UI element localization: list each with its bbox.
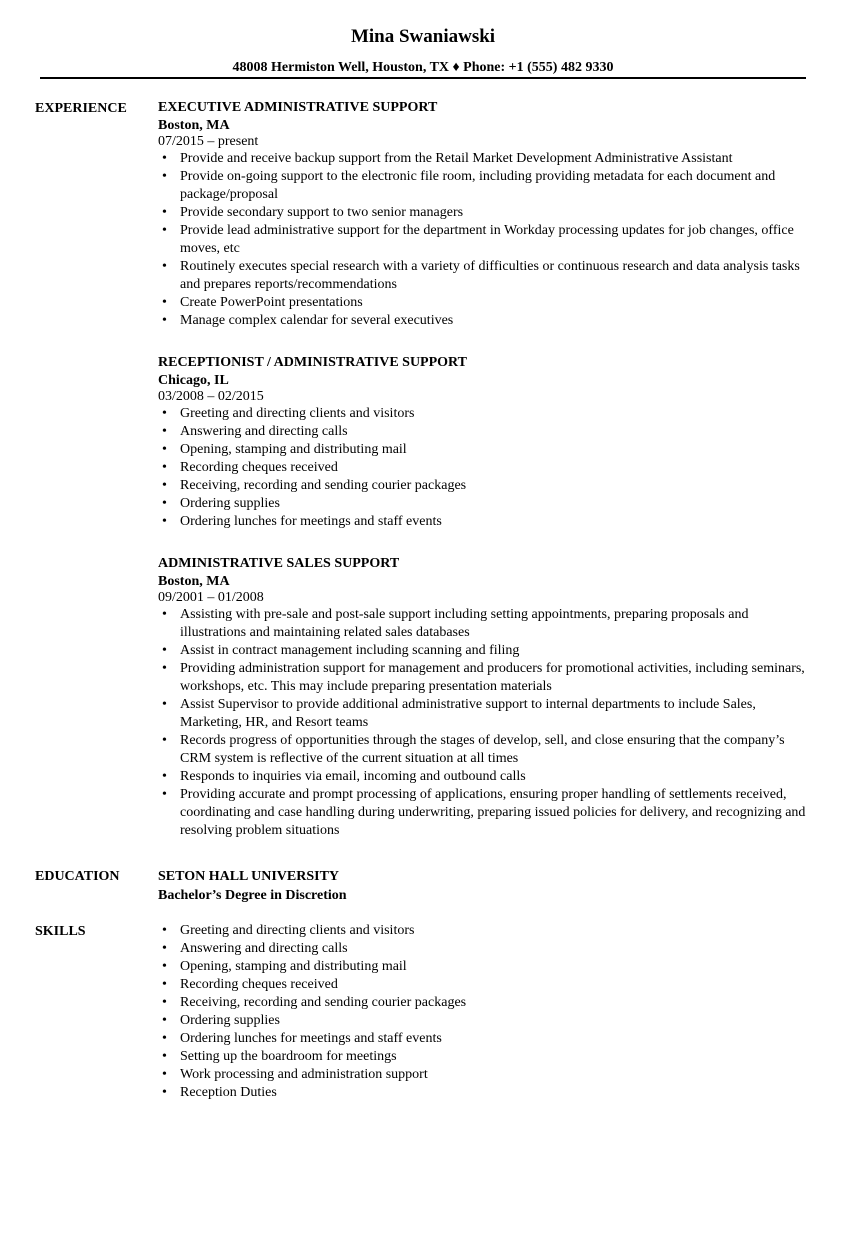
list-item: • Ordering supplies <box>158 1012 808 1030</box>
skills-section <box>0 922 860 1102</box>
list-item: • Ordering lunches for meetings and staff events <box>158 513 808 531</box>
job-dates: 09/2001 – 01/2008 <box>158 590 264 605</box>
list-item: • Ordering supplies <box>158 495 808 513</box>
list-item: • Greeting and directing clients and visitors <box>158 405 808 423</box>
resume-name: Mina Swaniawski <box>350 26 496 47</box>
job-entry <box>158 99 808 330</box>
list-item: • Create PowerPoint presentations <box>158 294 808 312</box>
education-heading: EDUCATION <box>35 869 120 884</box>
job-title: RECEPTIONIST / ADMINISTRATIVE SUPPORT <box>158 355 467 370</box>
list-item: • Answering and directing calls <box>158 423 808 441</box>
list-item: • Provide on-going support to the electronic file room, including providing metadata for each document and package/proposal <box>158 168 808 204</box>
list-item: • Assist in contract management including scanning and filing <box>158 642 808 660</box>
job-title: ADMINISTRATIVE SALES SUPPORT <box>158 556 400 571</box>
job-dates: 03/2008 – 02/2015 <box>158 389 264 404</box>
experience-section <box>0 99 860 840</box>
job-entry <box>158 555 808 840</box>
job-dates: 07/2015 – present <box>158 134 259 149</box>
experience-heading: EXPERIENCE <box>35 101 127 116</box>
list-item: • Greeting and directing clients and visitors <box>158 922 808 940</box>
school-name: SETON HALL UNIVERSITY <box>158 869 340 884</box>
list-item: • Responds to inquiries via email, incoming and outbound calls <box>158 768 808 786</box>
skills-body <box>158 922 808 1102</box>
resume-content <box>0 98 860 1102</box>
list-item: • Receiving, recording and sending courier packages <box>158 994 808 1012</box>
job-title: EXECUTIVE ADMINISTRATIVE SUPPORT <box>158 100 438 115</box>
list-item: • Opening, stamping and distributing mail <box>158 958 808 976</box>
contact-line: 48008 Hermiston Well, Houston, TX ♦ Phone: +1 (555) 482 9330 <box>232 60 614 75</box>
list-item: • Routinely executes special research with a variety of difficulties or continuous research and data analysis tasks and prepares reports/recommendations <box>158 258 808 294</box>
list-item: • Receiving, recording and sending courier packages <box>158 477 808 495</box>
list-item: • Setting up the boardroom for meetings <box>158 1048 808 1066</box>
job-location: Boston, MA <box>158 118 230 133</box>
list-item: • Answering and directing calls <box>158 940 808 958</box>
job-duties <box>158 405 808 531</box>
list-item: • Providing accurate and prompt processing of applications, ensuring proper handling of settlements received, coordinating and case handling during underwriting, preparing issued policies for delivery, and recognizing and resolving problem situations <box>158 786 808 840</box>
skills-heading: SKILLS <box>35 924 86 939</box>
list-item: • Provide and receive backup support from the Retail Market Development Administrative Assistant <box>158 150 808 168</box>
experience-body <box>158 99 808 840</box>
list-item: • Assisting with pre-sale and post-sale support including setting appointments, preparing proposals and illustrations and maintaining related sales databases <box>158 606 808 642</box>
header-divider <box>40 77 806 79</box>
skills-list <box>158 922 808 1102</box>
education-body <box>158 867 808 905</box>
job-duties <box>158 150 808 330</box>
list-item: • Manage complex calendar for several executives <box>158 312 808 330</box>
list-item: • Provide secondary support to two senior managers <box>158 204 808 222</box>
degree: Bachelor’s Degree in Discretion <box>158 888 347 903</box>
list-item: • Work processing and administration support <box>158 1066 808 1084</box>
list-item: • Ordering lunches for meetings and staff events <box>158 1030 808 1048</box>
job-location: Chicago, IL <box>158 373 229 388</box>
list-item: • Recording cheques received <box>158 976 808 994</box>
list-item: • Recording cheques received <box>158 459 808 477</box>
list-item: • Providing administration support for management and producers for promotional activities, including seminars, workshops, etc. This may include preparing presentation materials <box>158 660 808 696</box>
education-section <box>0 867 860 905</box>
list-item: • Reception Duties <box>158 1084 808 1102</box>
list-item: • Provide lead administrative support for the department in Workday processing updates for job changes, office moves, etc <box>158 222 808 258</box>
list-item: • Records progress of opportunities through the stages of develop, sell, and close ensuring that the company’s CRM system is reflective of the current situation at all times <box>158 732 808 768</box>
job-entry <box>158 354 808 531</box>
list-item: • Opening, stamping and distributing mail <box>158 441 808 459</box>
job-location: Boston, MA <box>158 574 230 589</box>
job-duties <box>158 606 808 840</box>
list-item: • Assist Supervisor to provide additional administrative support to internal departments to include Sales, Marketing, HR, and Resort teams <box>158 696 808 732</box>
